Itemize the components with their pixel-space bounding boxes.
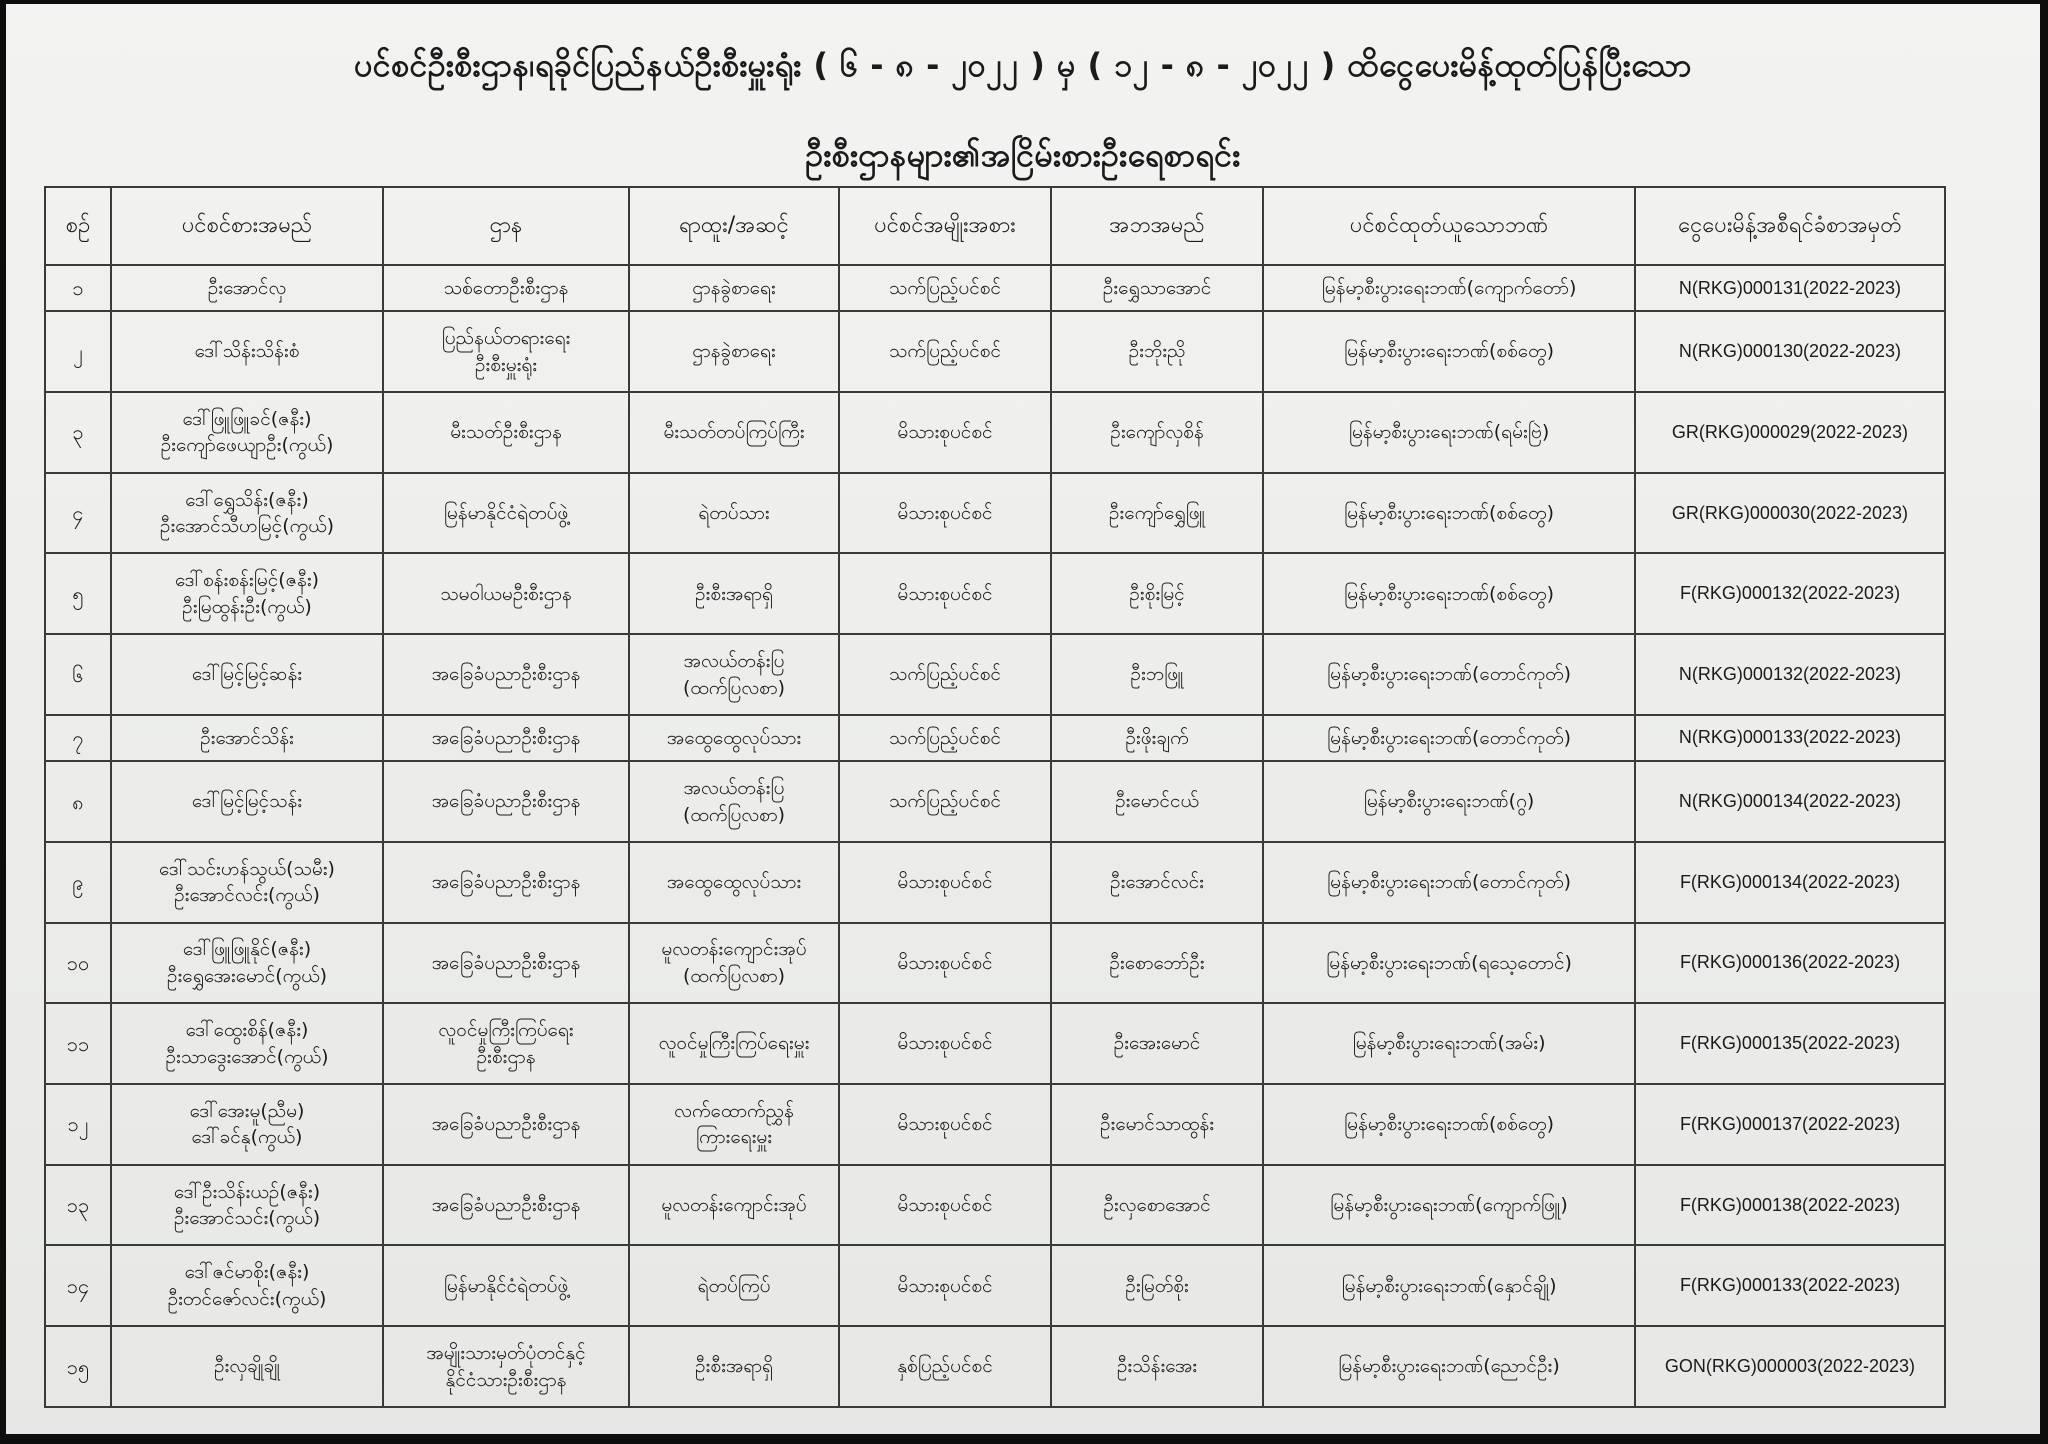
cell-payment-order-no: F(RKG)000135(2022-2023) — [1635, 1003, 1945, 1084]
cell-rank-line: လူဝင်မှုကြီးကြပ်ရေးမှူး — [658, 1032, 810, 1055]
cell-rank-line: အထွေထွေလုပ်သား — [666, 870, 802, 893]
cell-rank — [629, 634, 839, 715]
cell-rank-line: အထွေထွေလုပ်သား — [666, 726, 802, 749]
cell-name — [111, 392, 383, 473]
cell-department — [383, 1245, 629, 1326]
cell-pension-type: နှစ်ပြည့်ပင်စင် — [839, 1326, 1051, 1407]
table-row — [45, 1245, 1945, 1326]
cell-name-line: ဦးအောင်လှ — [207, 276, 287, 299]
cell-name — [111, 923, 383, 1004]
table-body — [45, 265, 1945, 1407]
cell-department-line: အခြေခံပညာဦးစီးဌာန — [431, 1113, 581, 1136]
cell-department-line: လူဝင်မှုကြီးကြပ်ရေး — [438, 1019, 574, 1042]
cell-department — [383, 1003, 629, 1084]
cell-pension-type: မိသားစုပင်စင် — [839, 1003, 1051, 1084]
cell-bank: မြန်မာ့စီးပွားရေးဘဏ်(စစ်တွေ) — [1263, 1084, 1635, 1165]
cell-department — [383, 311, 629, 392]
table-row — [45, 265, 1945, 311]
cell-payment-order-no: GON(RKG)000003(2022-2023) — [1635, 1326, 1945, 1407]
cell-name-line: ဒေါ်ခင်နု(ကွယ်) — [191, 1126, 303, 1149]
cell-name-line: ဒေါ်သင်းဟန်သွယ်(သမီး) — [159, 857, 335, 880]
cell-bank: မြန်မာ့စီးပွားရေးဘဏ်(ရသေ့တောင်) — [1263, 923, 1635, 1004]
cell-no: ၅ — [45, 553, 111, 634]
cell-bank: မြန်မာ့စီးပွားရေးဘဏ်(စစ်တွေ) — [1263, 311, 1635, 392]
cell-rank-line: ဌာနခွဲစာရေး — [692, 276, 776, 299]
cell-payment-order-no: F(RKG)000137(2022-2023) — [1635, 1084, 1945, 1165]
cell-department-line: ဦးစီးမှူးရုံး — [474, 353, 538, 376]
cell-name-line: ဦးအောင်သင်း(ကွယ်) — [173, 1207, 321, 1230]
cell-department — [383, 553, 629, 634]
cell-pension-type: မိသားစုပင်စင် — [839, 1245, 1051, 1326]
cell-rank — [629, 923, 839, 1004]
cell-name-line: ဒေါ်မြင့်မြင့်သန်း — [191, 790, 303, 813]
cell-department-line: နိုင်ငံသားဦးစီးဌာန — [445, 1368, 567, 1391]
cell-name-line: ဒေါ်ဇင်မာစိုး(ဇနီး) — [184, 1261, 310, 1284]
cell-name — [111, 842, 383, 923]
header-name: ပင်စင်စားအမည် — [111, 187, 383, 265]
cell-no: ၆ — [45, 634, 111, 715]
cell-department-line: အမျိုးသားမှတ်ပုံတင်နှင့် — [426, 1341, 586, 1364]
cell-rank — [629, 761, 839, 842]
cell-name — [111, 1165, 383, 1246]
document-page — [6, 4, 2040, 1434]
table-row — [45, 473, 1945, 554]
cell-bank: မြန်မာ့စီးပွားရေးဘဏ်(ညောင်ဦး) — [1263, 1326, 1635, 1407]
cell-name-line: ဒေါ်အေးမူ(ညီမ) — [189, 1099, 305, 1122]
cell-father-name: ဦးအေးမောင် — [1051, 1003, 1263, 1084]
cell-name-line: ဦးတင်ဇော်လင်း(ကွယ်) — [167, 1287, 327, 1310]
cell-name-line: ဦးမြထွန်းဦး(ကွယ်) — [182, 595, 312, 618]
cell-pension-type: သက်ပြည့်ပင်စင် — [839, 265, 1051, 311]
pension-table — [44, 186, 1946, 1408]
cell-bank: မြန်မာ့စီးပွားရေးဘဏ်(စစ်တွေ) — [1263, 553, 1635, 634]
cell-rank-line: မူလတန်းကျောင်းအုပ် — [661, 938, 807, 961]
cell-pension-type: သက်ပြည့်ပင်စင် — [839, 715, 1051, 761]
header-rank: ရာထူး/အဆင့် — [629, 187, 839, 265]
document-subtitle: ဦးစီးဌာနများ၏အငြိမ်းစားဦးရေစာရင်း — [805, 136, 1241, 174]
cell-rank-line: ရဲတပ်သား — [698, 501, 770, 524]
cell-name — [111, 634, 383, 715]
cell-father-name: ဦးဘိုးညို — [1051, 311, 1263, 392]
cell-department — [383, 1326, 629, 1407]
cell-rank-line: (ထက်ပြလစာ) — [682, 676, 786, 699]
cell-rank-line: ဦးစီးအရာရှိ — [695, 582, 773, 605]
cell-rank — [629, 1084, 839, 1165]
cell-pension-type: မိသားစုပင်စင် — [839, 392, 1051, 473]
cell-department-line: မီးသတ်ဦးစီးဌာန — [450, 421, 562, 444]
table-row — [45, 553, 1945, 634]
cell-payment-order-no: N(RKG)000132(2022-2023) — [1635, 634, 1945, 715]
cell-rank — [629, 715, 839, 761]
cell-rank — [629, 392, 839, 473]
cell-pension-type: မိသားစုပင်စင် — [839, 1084, 1051, 1165]
cell-pension-type: သက်ပြည့်ပင်စင် — [839, 311, 1051, 392]
cell-rank — [629, 265, 839, 311]
cell-no: ၁၅ — [45, 1326, 111, 1407]
table-row — [45, 634, 1945, 715]
cell-department-line: အခြေခံပညာဦးစီးဌာန — [431, 726, 581, 749]
cell-father-name: ဦးလှစောအောင် — [1051, 1165, 1263, 1246]
cell-department-line: အခြေခံပညာဦးစီးဌာန — [431, 790, 581, 813]
cell-rank-line: (ထက်ပြလစာ) — [682, 964, 786, 987]
cell-payment-order-no: N(RKG)000133(2022-2023) — [1635, 715, 1945, 761]
cell-name — [111, 1084, 383, 1165]
cell-department — [383, 1165, 629, 1246]
cell-rank — [629, 311, 839, 392]
cell-no: ၉ — [45, 842, 111, 923]
cell-payment-order-no: GR(RKG)000030(2022-2023) — [1635, 473, 1945, 554]
cell-rank-line: ကြားရေးမှူး — [695, 1126, 773, 1149]
cell-father-name: ဦးစောဘော်ဦး — [1051, 923, 1263, 1004]
cell-rank — [629, 473, 839, 554]
cell-father-name: ဦးဖိုးချက် — [1051, 715, 1263, 761]
cell-pension-type: မိသားစုပင်စင် — [839, 842, 1051, 923]
cell-no: ၈ — [45, 761, 111, 842]
cell-name-line: ဒေါ်စန်းစန်းမြင့်(ဇနီး) — [174, 569, 320, 592]
cell-father-name: ဦးရွှေသာအောင် — [1051, 265, 1263, 311]
cell-name — [111, 311, 383, 392]
cell-name — [111, 265, 383, 311]
cell-bank: မြန်မာ့စီးပွားရေးဘဏ်(စစ်တွေ) — [1263, 473, 1635, 554]
cell-rank-line: အလယ်တန်းပြ — [683, 776, 785, 799]
cell-no: ၁ — [45, 265, 111, 311]
cell-bank: မြန်မာ့စီးပွားရေးဘဏ်(ကျောက်ဖြူ) — [1263, 1165, 1635, 1246]
cell-father-name: ဦးသိန်းအေး — [1051, 1326, 1263, 1407]
header-father-name: အဘအမည် — [1051, 187, 1263, 265]
cell-name-line: ဦးရွှေအေးမောင်(ကွယ်) — [166, 964, 328, 987]
cell-name-line: ဒေါ်သိန်းသိန်းစံ — [194, 340, 300, 363]
table-row — [45, 923, 1945, 1004]
cell-rank — [629, 1003, 839, 1084]
cell-payment-order-no: F(RKG)000132(2022-2023) — [1635, 553, 1945, 634]
table-row — [45, 1165, 1945, 1246]
cell-father-name: ဦးဘဖြူ — [1051, 634, 1263, 715]
cell-pension-type: မိသားစုပင်စင် — [839, 473, 1051, 554]
cell-name-line: ဒေါ်ဖြူဖြူခင်(ဇနီး) — [182, 407, 312, 430]
cell-name-line: ဦးအောင်သိန်း — [200, 726, 294, 749]
cell-name-line: ဒေါ်မြင့်မြင့်ဆန်း — [191, 663, 303, 686]
cell-bank: မြန်မာ့စီးပွားရေးဘဏ်(တောင်ကုတ်) — [1263, 842, 1635, 923]
cell-name — [111, 473, 383, 554]
cell-department-line: မြန်မာနိုင်ငံရဲတပ်ဖွဲ့ — [443, 1274, 569, 1297]
cell-department — [383, 392, 629, 473]
cell-department-line: သစ်တောဦးစီးဌာန — [443, 276, 569, 299]
cell-department — [383, 842, 629, 923]
cell-department — [383, 634, 629, 715]
cell-father-name: ဦးမောင်သာထွန်း — [1051, 1084, 1263, 1165]
cell-department-line: ပြည်နယ်တရားရေး — [441, 327, 571, 350]
cell-department — [383, 1084, 629, 1165]
cell-rank-line: ဌာနခွဲစာရေး — [692, 340, 776, 363]
cell-department-line: ဦးစီးဌာန — [476, 1045, 536, 1068]
cell-rank-line: ရဲတပ်ကြပ် — [697, 1274, 771, 1297]
header-department: ဌာန — [383, 187, 629, 265]
cell-name — [111, 1326, 383, 1407]
cell-pension-type: မိသားစုပင်စင် — [839, 553, 1051, 634]
cell-name-line: ဒေါ်ဦးသိန်းယဉ်(ဇနီး) — [173, 1180, 321, 1203]
cell-father-name: ဦးကျော်လှစိန် — [1051, 392, 1263, 473]
table-row — [45, 311, 1945, 392]
cell-father-name: ဦးစိုးမြင့် — [1051, 553, 1263, 634]
cell-payment-order-no: F(RKG)000133(2022-2023) — [1635, 1245, 1945, 1326]
cell-rank-line: မီးသတ်တပ်ကြပ်ကြီး — [663, 421, 805, 444]
cell-department-line: မြန်မာနိုင်ငံရဲတပ်ဖွဲ့ — [443, 501, 569, 524]
cell-no: ၃ — [45, 392, 111, 473]
table-row — [45, 1003, 1945, 1084]
cell-pension-type: မိသားစုပင်စင် — [839, 923, 1051, 1004]
document-title: ပင်စင်ဦးစီးဌာန၊ရခိုင်ပြည်နယ်ဦးစီးမှူးရုံး ( ၆ - ၈ - ၂၀၂၂ ) မှ ( ၁၂ - ၈ - ၂၀၂၂ ) ထိငွေပေးမိန့်ထုတ်ပြန်ပြီးသော — [354, 46, 1692, 84]
cell-bank: မြန်မာ့စီးပွားရေးဘဏ်(အမ်း) — [1263, 1003, 1635, 1084]
cell-bank: မြန်မာ့စီးပွားရေးဘဏ်(ရမ်းဗြဲ) — [1263, 392, 1635, 473]
header-bank: ပင်စင်ထုတ်ယူသောဘဏ် — [1263, 187, 1635, 265]
cell-name — [111, 1245, 383, 1326]
cell-no: ၂ — [45, 311, 111, 392]
cell-rank — [629, 842, 839, 923]
cell-father-name: ဦးအောင်လင်း — [1051, 842, 1263, 923]
cell-name-line: ဒေါ်ဖြူဖြူနိုင်(ဇနီး) — [182, 938, 312, 961]
cell-payment-order-no: N(RKG)000134(2022-2023) — [1635, 761, 1945, 842]
cell-no: ၄ — [45, 473, 111, 554]
cell-name — [111, 761, 383, 842]
cell-rank-line: အလယ်တန်းပြ — [683, 649, 785, 672]
cell-payment-order-no: N(RKG)000130(2022-2023) — [1635, 311, 1945, 392]
cell-department-line: သမဝါယမဦးစီးဌာန — [440, 582, 572, 605]
cell-name-line: ဦးအောင်လင်း(ကွယ်) — [174, 884, 320, 907]
cell-rank — [629, 553, 839, 634]
cell-pension-type: သက်ပြည့်ပင်စင် — [839, 761, 1051, 842]
cell-rank — [629, 1245, 839, 1326]
cell-rank-line: မူလတန်းကျောင်းအုပ် — [661, 1193, 807, 1216]
cell-department — [383, 923, 629, 1004]
table-row — [45, 761, 1945, 842]
cell-no: ၁၂ — [45, 1084, 111, 1165]
cell-no: ၁၀ — [45, 923, 111, 1004]
cell-name-line: ဦးသာဒွေးအောင်(ကွယ်) — [165, 1045, 329, 1068]
header-pension-type: ပင်စင်အမျိုးအစား — [839, 187, 1051, 265]
cell-name-line: ဦးကျော်ဖေယျာဦး(ကွယ်) — [160, 434, 334, 457]
table-row — [45, 1084, 1945, 1165]
table-row — [45, 1326, 1945, 1407]
cell-department — [383, 265, 629, 311]
cell-rank — [629, 1165, 839, 1246]
cell-father-name: ဦးမြတ်စိုး — [1051, 1245, 1263, 1326]
cell-department-line: အခြေခံပညာဦးစီးဌာန — [431, 870, 581, 893]
cell-pension-type: မိသားစုပင်စင် — [839, 1165, 1051, 1246]
cell-payment-order-no: N(RKG)000131(2022-2023) — [1635, 265, 1945, 311]
cell-bank: မြန်မာ့စီးပွားရေးဘဏ်(ဂွ) — [1263, 761, 1635, 842]
cell-department-line: အခြေခံပညာဦးစီးဌာန — [431, 663, 581, 686]
cell-department — [383, 473, 629, 554]
cell-name — [111, 715, 383, 761]
header-payment-order-no: ငွေပေးမိန့်အစီရင်ခံစာအမှတ် — [1635, 187, 1945, 265]
table-row — [45, 842, 1945, 923]
cell-bank: မြန်မာ့စီးပွားရေးဘဏ်(တောင်ကုတ်) — [1263, 715, 1635, 761]
cell-payment-order-no: F(RKG)000134(2022-2023) — [1635, 842, 1945, 923]
cell-rank-line: ဦးစီးအရာရှိ — [695, 1355, 773, 1378]
cell-rank-line: (ထက်ပြလစာ) — [682, 803, 786, 826]
cell-department-line: အခြေခံပညာဦးစီးဌာန — [431, 951, 581, 974]
cell-payment-order-no: F(RKG)000136(2022-2023) — [1635, 923, 1945, 1004]
table-row — [45, 392, 1945, 473]
cell-name-line: ဒေါ်ထွေးစိန်(ဇနီး) — [185, 1019, 309, 1042]
cell-name — [111, 1003, 383, 1084]
cell-name-line: ဒေါ်ရွှေသိန်း(ဇနီး) — [185, 488, 309, 511]
header-no: စဉ် — [45, 187, 111, 265]
cell-bank: မြန်မာ့စီးပွားရေးဘဏ်(တောင်ကုတ်) — [1263, 634, 1635, 715]
cell-payment-order-no: F(RKG)000138(2022-2023) — [1635, 1165, 1945, 1246]
cell-rank — [629, 1326, 839, 1407]
cell-father-name: ဦးမောင်ငယ် — [1051, 761, 1263, 842]
table-row — [45, 715, 1945, 761]
table-header-row — [45, 187, 1945, 265]
cell-pension-type: သက်ပြည့်ပင်စင် — [839, 634, 1051, 715]
cell-no: ၁၄ — [45, 1245, 111, 1326]
cell-rank-line: လက်ထောက်ညွှန် — [674, 1099, 794, 1122]
cell-no: ၁၁ — [45, 1003, 111, 1084]
cell-name-line: ဦးအောင်သီဟမြင့်(ကွယ်) — [159, 515, 335, 538]
cell-no: ၇ — [45, 715, 111, 761]
cell-bank: မြန်မာ့စီးပွားရေးဘဏ်(နှောင်ချို) — [1263, 1245, 1635, 1326]
cell-department-line: အခြေခံပညာဦးစီးဌာန — [431, 1193, 581, 1216]
cell-payment-order-no: GR(RKG)000029(2022-2023) — [1635, 392, 1945, 473]
cell-no: ၁၃ — [45, 1165, 111, 1246]
cell-name-line: ဦးလှချိုချို — [213, 1355, 281, 1378]
cell-department — [383, 715, 629, 761]
cell-name — [111, 553, 383, 634]
cell-department — [383, 761, 629, 842]
cell-father-name: ဦးကျော်ရွှေဖြူ — [1051, 473, 1263, 554]
cell-bank: မြန်မာ့စီးပွားရေးဘဏ်(ကျောက်တော်) — [1263, 265, 1635, 311]
